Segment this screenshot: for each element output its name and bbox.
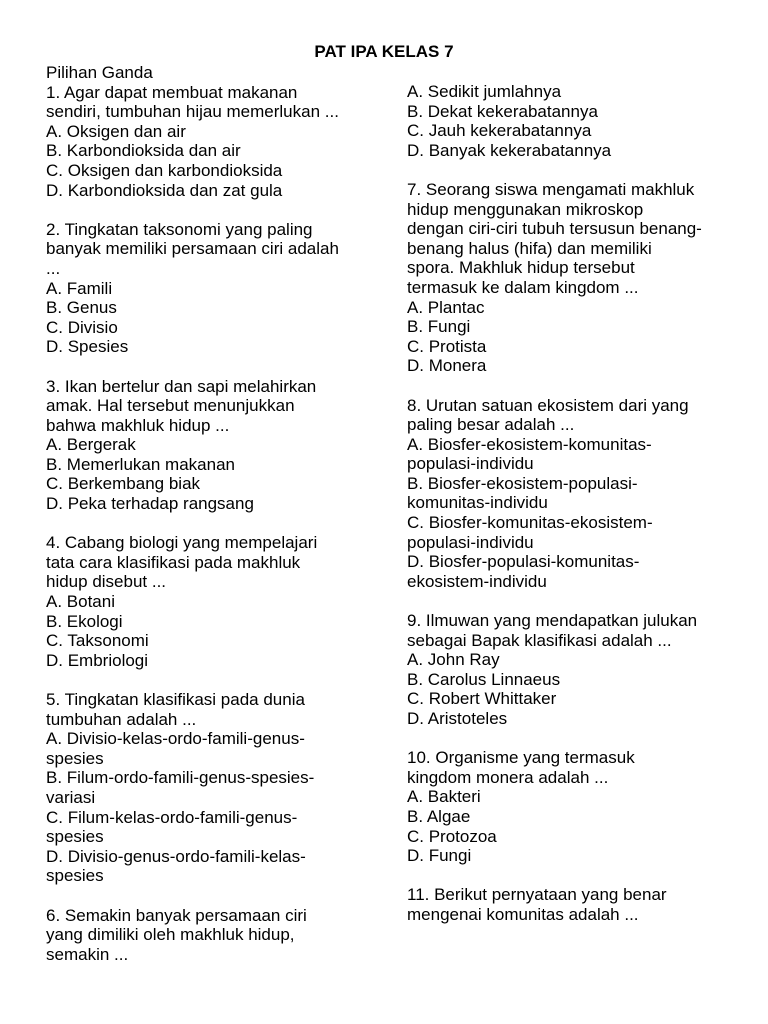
text-line: A. John Ray <box>407 650 500 670</box>
text-line: yang dimiliki oleh makhluk hidup, <box>46 925 295 945</box>
text-line: populasi-individu <box>407 532 534 552</box>
blank-line <box>46 886 376 906</box>
blank-line <box>46 514 376 534</box>
text-line: B. Algae <box>407 806 471 826</box>
text-line: 4. Cabang biologi yang mempelajari <box>46 533 318 553</box>
text-line: D. Divisio-genus-ordo-famili-kelas- <box>46 846 306 866</box>
text-line: B. Memerlukan makanan <box>46 454 235 474</box>
text-line: kingdom monera adalah ... <box>407 767 609 787</box>
text-line: B. Karbondioksida dan air <box>46 141 241 161</box>
text-line: 7. Seorang siswa mengamati makhluk <box>407 179 695 199</box>
text-line: A. Sedikit jumlahnya <box>407 82 562 101</box>
text-line: B. Dekat kekerabatannya <box>407 101 598 121</box>
text-line: dengan ciri-ciri tubuh tersusun benang- <box>407 219 702 239</box>
text-line: D. Peka terhadap rangsang <box>46 494 254 514</box>
text-line: ekosistem-individu <box>407 571 547 591</box>
text-line: spora. Makhluk hidup tersebut <box>407 258 635 278</box>
blank-line <box>407 866 725 886</box>
text-line: B. Filum-ordo-famili-genus-spesies- <box>46 768 315 788</box>
text-line: B. Fungi <box>407 317 471 337</box>
text-line: A. Botani <box>46 592 115 612</box>
text-line: benang halus (hifa) dan memiliki <box>407 238 652 258</box>
text-line: A. Oksigen dan air <box>46 121 186 141</box>
blank-line <box>407 729 725 749</box>
text-line: D. Biosfer-populasi-komunitas- <box>407 552 640 572</box>
text-line: C. Oksigen dan karbondioksida <box>46 160 283 180</box>
text-line: C. Taksonomi <box>46 631 149 651</box>
text-line: B. Genus <box>46 298 117 318</box>
text-line: bahwa makhluk hidup ... <box>46 415 230 435</box>
text-line: spesies <box>46 866 104 886</box>
text-line: D. Banyak kekerabatannya <box>407 140 612 160</box>
text-line: C. Filum-kelas-ordo-famili-genus- <box>46 807 298 827</box>
blank-line <box>407 591 725 611</box>
text-line: C. Biosfer-komunitas-ekosistem- <box>407 513 653 533</box>
text-line: 9. Ilmuwan yang mendapatkan julukan <box>407 611 698 631</box>
text-line: C. Protozoa <box>407 826 497 846</box>
text-line: hidup disebut ... <box>46 572 167 592</box>
text-line: D. Embriologi <box>46 650 149 670</box>
text-line: 1. Agar dapat membuat makanan <box>46 82 298 102</box>
text-line: amak. Hal tersebut menunjukkan <box>46 396 295 416</box>
text-line: termasuk ke dalam kingdom ... <box>407 277 639 297</box>
blank-line <box>46 200 376 220</box>
text-line: hidup menggunakan mikroskop <box>407 199 644 219</box>
text-line: semakin ... <box>46 944 129 964</box>
blank-line <box>407 376 725 396</box>
blank-line <box>46 357 376 377</box>
text-line: paling besar adalah ... <box>407 415 575 435</box>
text-line: 5. Tingkatan klasifikasi pada dunia <box>46 690 305 709</box>
text-line: 3. Ikan bertelur dan sapi melahirkan <box>46 376 317 396</box>
text-line: D. Aristoteles <box>407 709 508 728</box>
text-line: 6. Semakin banyak persamaan ciri <box>46 905 307 925</box>
text-line: A. Biosfer-ekosistem-komunitas- <box>407 434 652 454</box>
text-line: A. Bakteri <box>407 787 481 807</box>
blank-line <box>407 160 725 180</box>
text-line: C. Protista <box>407 336 487 356</box>
text-line: ... <box>46 258 61 278</box>
blank-line <box>46 670 376 690</box>
document-title: PAT IPA KELAS 7 <box>314 42 454 61</box>
text-line: A. Plantac <box>407 297 485 317</box>
text-line: mengenai komunitas adalah ... <box>407 904 639 924</box>
text-line: banyak memiliki persamaan ciri adalah <box>46 239 339 259</box>
text-line: D. Karbondioksida dan zat gula <box>46 180 283 200</box>
text-line: Pilihan Ganda <box>46 63 153 82</box>
text-line: spesies <box>46 827 104 847</box>
text-line: variasi <box>46 787 96 807</box>
text-line: komunitas-individu <box>407 493 548 513</box>
text-line: 11. Berikut pernyataan yang benar <box>407 885 667 905</box>
text-line: D. Spesies <box>46 337 129 357</box>
text-line: C. Berkembang biak <box>46 474 201 494</box>
text-line: D. Monera <box>407 356 487 376</box>
text-line: spesies <box>46 748 104 768</box>
text-line: C. Robert Whittaker <box>407 689 557 709</box>
text-line: D. Fungi <box>407 846 472 866</box>
text-line: A. Bergerak <box>46 435 136 455</box>
text-line: 2. Tingkatan taksonomi yang paling <box>46 219 313 239</box>
text-line: A. Divisio-kelas-ordo-famili-genus- <box>46 729 305 749</box>
right-column <box>407 82 725 925</box>
text-line: sendiri, tumbuhan hijau memerlukan ... <box>46 102 339 122</box>
text-line: A. Famili <box>46 278 113 298</box>
text-line: tumbuhan adalah ... <box>46 709 197 729</box>
text-line: B. Ekologi <box>46 611 123 631</box>
text-line: B. Biosfer-ekosistem-populasi- <box>407 473 638 493</box>
text-line: 10. Organisme yang termasuk <box>407 748 635 768</box>
text-line: sebagai Bapak klasifikasi adalah ... <box>407 630 672 650</box>
text-line: tata cara klasifikasi pada makhluk <box>46 552 301 572</box>
text-line: C. Divisio <box>46 317 118 337</box>
text-line: populasi-individu <box>407 454 534 474</box>
text-line: B. Carolus Linnaeus <box>407 669 561 689</box>
left-column <box>46 63 376 964</box>
text-line: 8. Urutan satuan ekosistem dari yang <box>407 395 689 415</box>
text-line: C. Jauh kekerabatannya <box>407 121 592 141</box>
